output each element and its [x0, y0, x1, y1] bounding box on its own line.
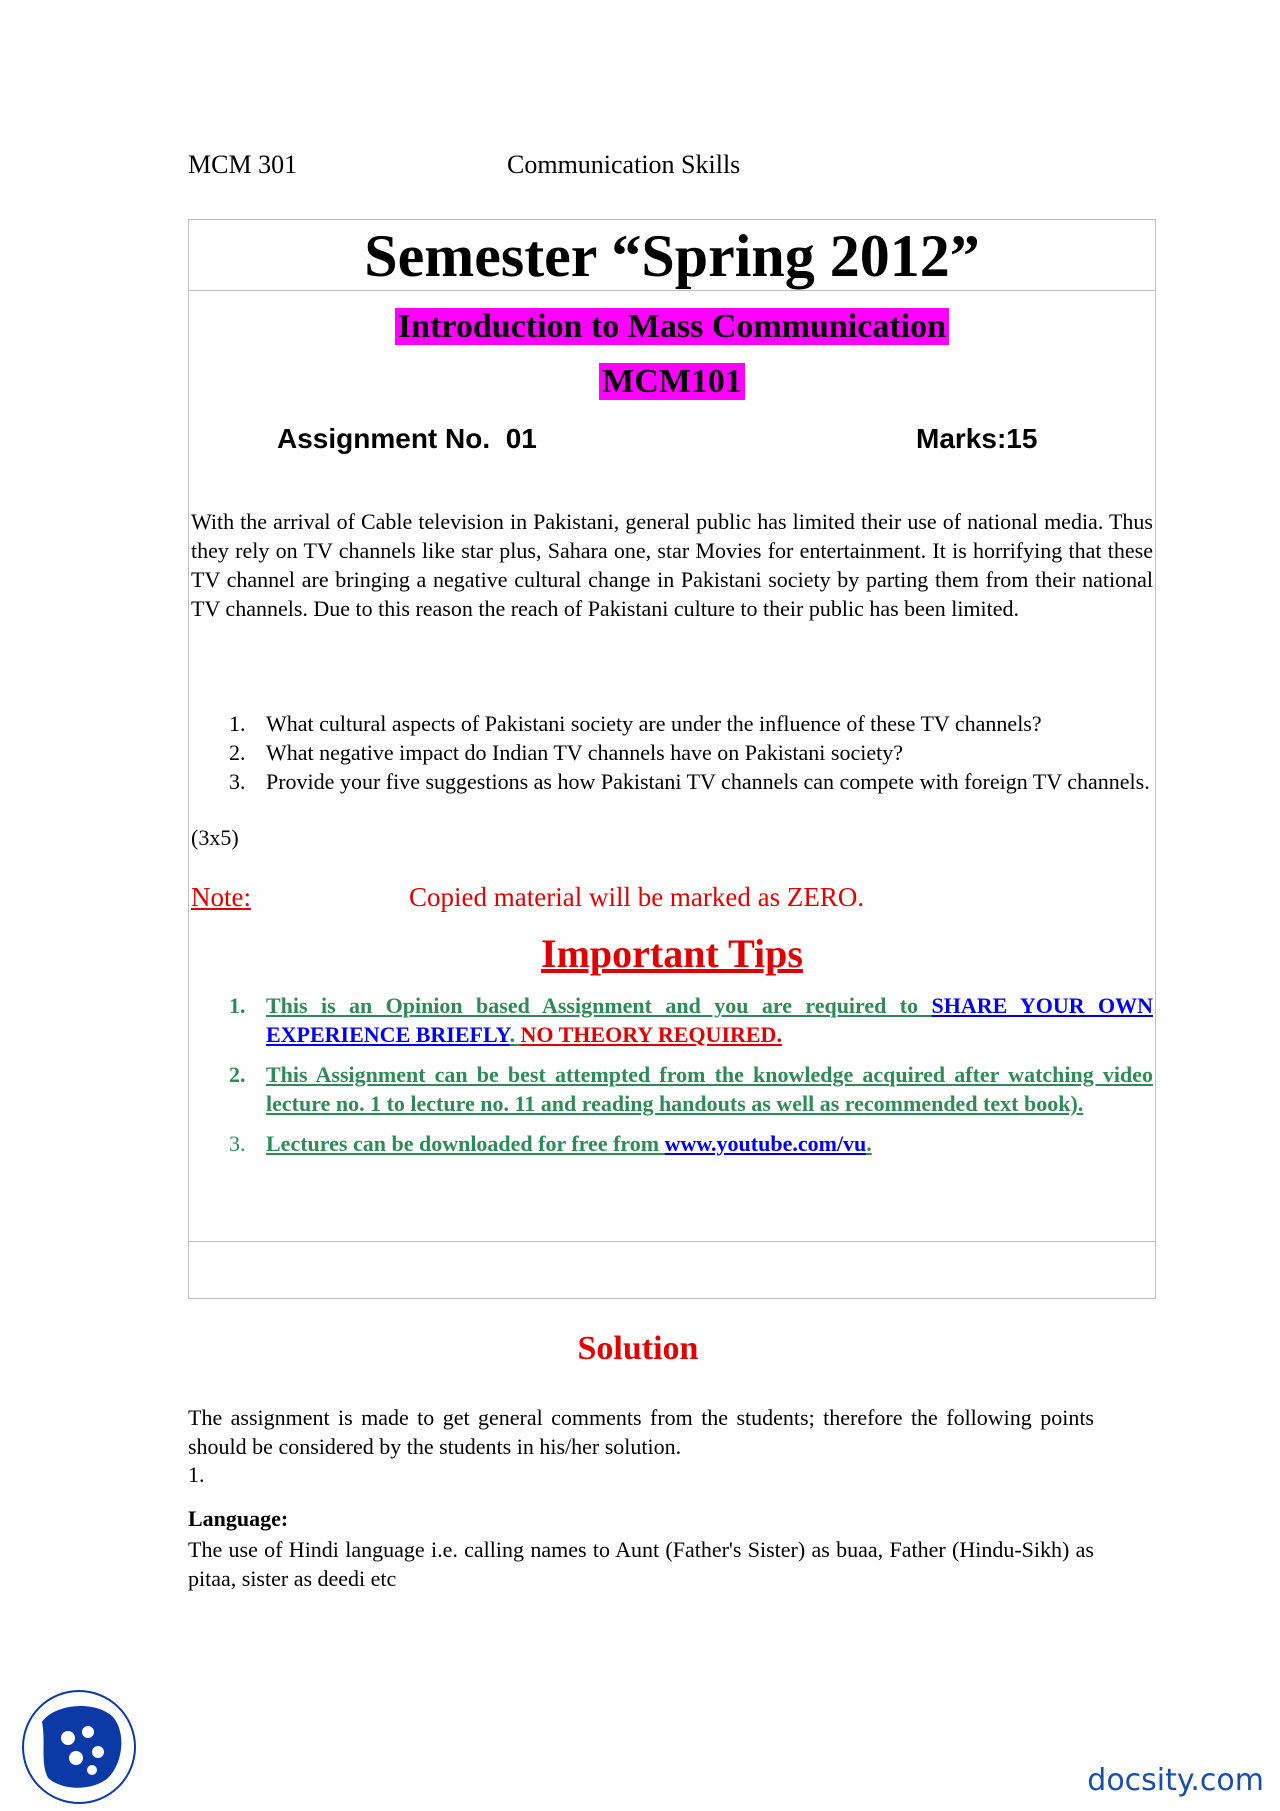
- docsity-logo-icon[interactable]: [22, 1690, 136, 1804]
- note-label: Note:: [191, 882, 251, 912]
- assignment-box: [188, 219, 1156, 1299]
- subject-title: Communication Skills: [507, 150, 741, 179]
- intro-paragraph: With the arrival of Cable television in Pakistani, general public has limited their use of national media. Thus they rely on TV channels like star plus, Sahara one, star Movies for entertainment. It is horrifying that these TV channel are bringing a negative cultural change in Pakistani society by parting them from their national TV channels. Due to this reason the reach of Pakistani culture to their public has been limited.: [191, 509, 1153, 621]
- no-theory-text: NO THEORY REQUIRED.: [520, 1022, 782, 1047]
- youtube-link[interactable]: www.youtube.com/vu: [664, 1131, 867, 1156]
- marks-breakdown: (3x5): [191, 825, 239, 850]
- marks-label: Marks:15: [916, 423, 1038, 454]
- docsity-brand[interactable]: docsity.com: [1087, 1763, 1264, 1798]
- question-list: [229, 709, 1153, 796]
- tip-item: 1. This is an Opinion based Assignment and you are required to SHARE YOUR OWN EXPERIENCE BRIEFLY. NO THEORY REQUIRED.: [229, 993, 1154, 1047]
- question-item: 3. Provide your five suggestions as how Pakistani TV channels can compete with foreign TV channels.: [229, 769, 1150, 794]
- tip-item: 3. Lectures can be downloaded for free from www.youtube.com/vu.: [229, 1131, 872, 1156]
- tips-list: [229, 991, 1153, 1169]
- docsity-logo-graphic: [24, 1692, 134, 1802]
- course-id-row: [189, 363, 1155, 401]
- course-code: MCM 301: [188, 150, 298, 179]
- course-name: Introduction to Mass Communication: [395, 308, 949, 345]
- question-item: 1. What cultural aspects of Pakistani society are under the influence of these TV channels?: [229, 711, 1042, 736]
- solution-point-number: 1.: [188, 1462, 205, 1487]
- language-heading: Language:: [188, 1506, 289, 1531]
- language-text: The use of Hindi language i.e. calling names to Aunt (Father's Sister) as buaa, Father (Hindu-Sikh) as pitaa, sister as deedi etc: [188, 1537, 1094, 1591]
- share-experience-text: SHARE YOUR OWN EXPERIENCE BRIEFLY: [266, 993, 1154, 1047]
- solution-intro: The assignment is made to get general comments from the students; therefore the following points should be considered by the students in his/her solution.: [188, 1405, 1094, 1459]
- question-item: 2. What negative impact do Indian TV channels have on Pakistani society?: [229, 740, 904, 765]
- empty-table-row: [189, 1241, 1155, 1298]
- important-tips-heading: Important Tips: [541, 931, 803, 976]
- assignment-number: Assignment No. 01: [277, 423, 537, 454]
- course-id: MCM101: [599, 363, 745, 400]
- page-header: [188, 150, 741, 180]
- solution-heading: Solution: [577, 1330, 699, 1367]
- course-name-row: [189, 308, 1155, 346]
- tip-item: 2. This Assignment can be best attempted from the knowledge acquired after watching video lecture no. 1 to lecture no. 11 and reading handouts as well as recommended text book).: [229, 1062, 1153, 1116]
- note-text: Copied material will be marked as ZERO.: [409, 882, 865, 912]
- semester-title: Semester “Spring 2012”: [189, 220, 1155, 291]
